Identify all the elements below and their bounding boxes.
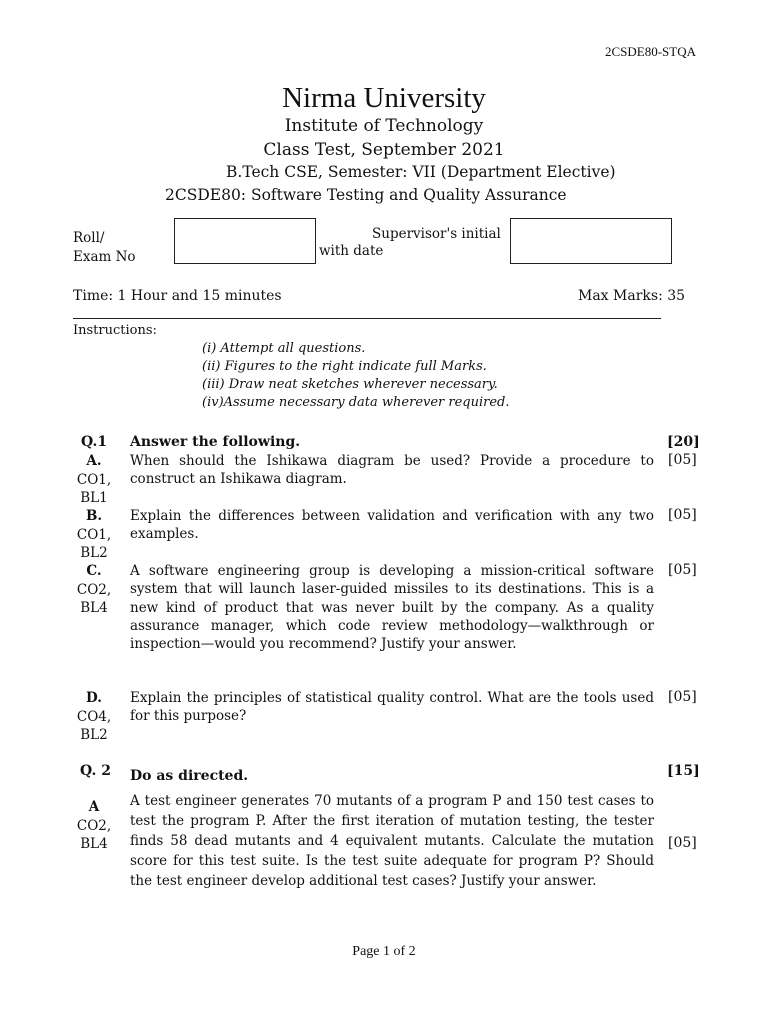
- question-text: A software engineering group is developing a mission-critical software system that will launch laser-guided missiles to its destinations. This is a new kind of product that was never built by the company. As a quality assurance manager, which code review methodology—walkthrough or inspection—would you recommend? Justify your answer.: [130, 563, 654, 653]
- paper-code: 2CSDE80-STQA: [604, 44, 696, 59]
- test-title: Class Test, September 2021: [263, 140, 505, 160]
- program-line: B.Tech CSE, Semester: VII (Department Elective): [226, 163, 616, 181]
- instruction-item: (iv)Assume necessary data wherever required.: [202, 395, 510, 410]
- supervisor-label-line1: Supervisor's initial: [372, 226, 501, 242]
- question-heading: Do as directed.: [130, 768, 249, 784]
- supervisor-label-line2: with date: [319, 243, 384, 259]
- institute-name: Institute of Technology: [284, 116, 484, 136]
- question-text: Explain the principles of statistical quality control. What are the tools used for this purpose?: [130, 690, 654, 725]
- part-marks: [05]: [668, 452, 697, 468]
- part-marks: [05]: [668, 835, 697, 851]
- part-tag: D. CO4, BL2: [76, 690, 112, 743]
- part-tag: A. CO1, BL1: [76, 453, 112, 506]
- roll-number-box[interactable]: [174, 218, 316, 264]
- question-text: Explain the differences between validation and verification with any two examples.: [130, 508, 654, 543]
- time-duration: Time: 1 Hour and 15 minutes: [73, 288, 282, 304]
- part-tag: B. CO1, BL2: [76, 508, 112, 561]
- page-number: Page 1 of 2: [352, 944, 416, 959]
- course-title: 2CSDE80: Software Testing and Quality Assurance: [165, 186, 567, 204]
- part-marks: [05]: [668, 507, 697, 523]
- university-name: Nirma University: [282, 82, 486, 114]
- supervisor-initial-box[interactable]: [510, 218, 672, 264]
- question-heading: Answer the following.: [130, 434, 301, 450]
- question-text: A test engineer generates 70 mutants of a program P and 150 test cases to test the program P. After the first iteration of mutation testing, the tester finds 58 dead mutants and 4 equivalent mutants. Calculate the mutation score for this test suite. Is the test suite adequate for program P? Should the test engineer develop additional test cases? Justify your answer.: [130, 793, 654, 889]
- question-marks: [15]: [667, 763, 700, 779]
- part-tag: A CO2, BL4: [76, 799, 112, 852]
- roll-label: Roll/ Exam No: [73, 230, 136, 265]
- instruction-item: (i) Attempt all questions.: [202, 341, 366, 356]
- part-tag: C. CO2, BL4: [76, 563, 112, 616]
- question-text: When should the Ishikawa diagram be used? Provide a procedure to construct an Ishikawa diagram.: [130, 453, 654, 488]
- part-marks: [05]: [668, 689, 697, 705]
- instruction-item: (ii) Figures to the right indicate full Marks.: [202, 359, 487, 374]
- instruction-item: (iii) Draw neat sketches wherever necessary.: [202, 377, 498, 392]
- max-marks: Max Marks: 35: [578, 288, 686, 304]
- question-marks: [20]: [667, 434, 700, 450]
- separator-line: [73, 318, 661, 319]
- part-marks: [05]: [668, 562, 697, 578]
- question-number: Q. 2: [80, 763, 111, 779]
- instructions-heading: Instructions:: [73, 323, 157, 338]
- question-number: Q.1: [81, 434, 108, 450]
